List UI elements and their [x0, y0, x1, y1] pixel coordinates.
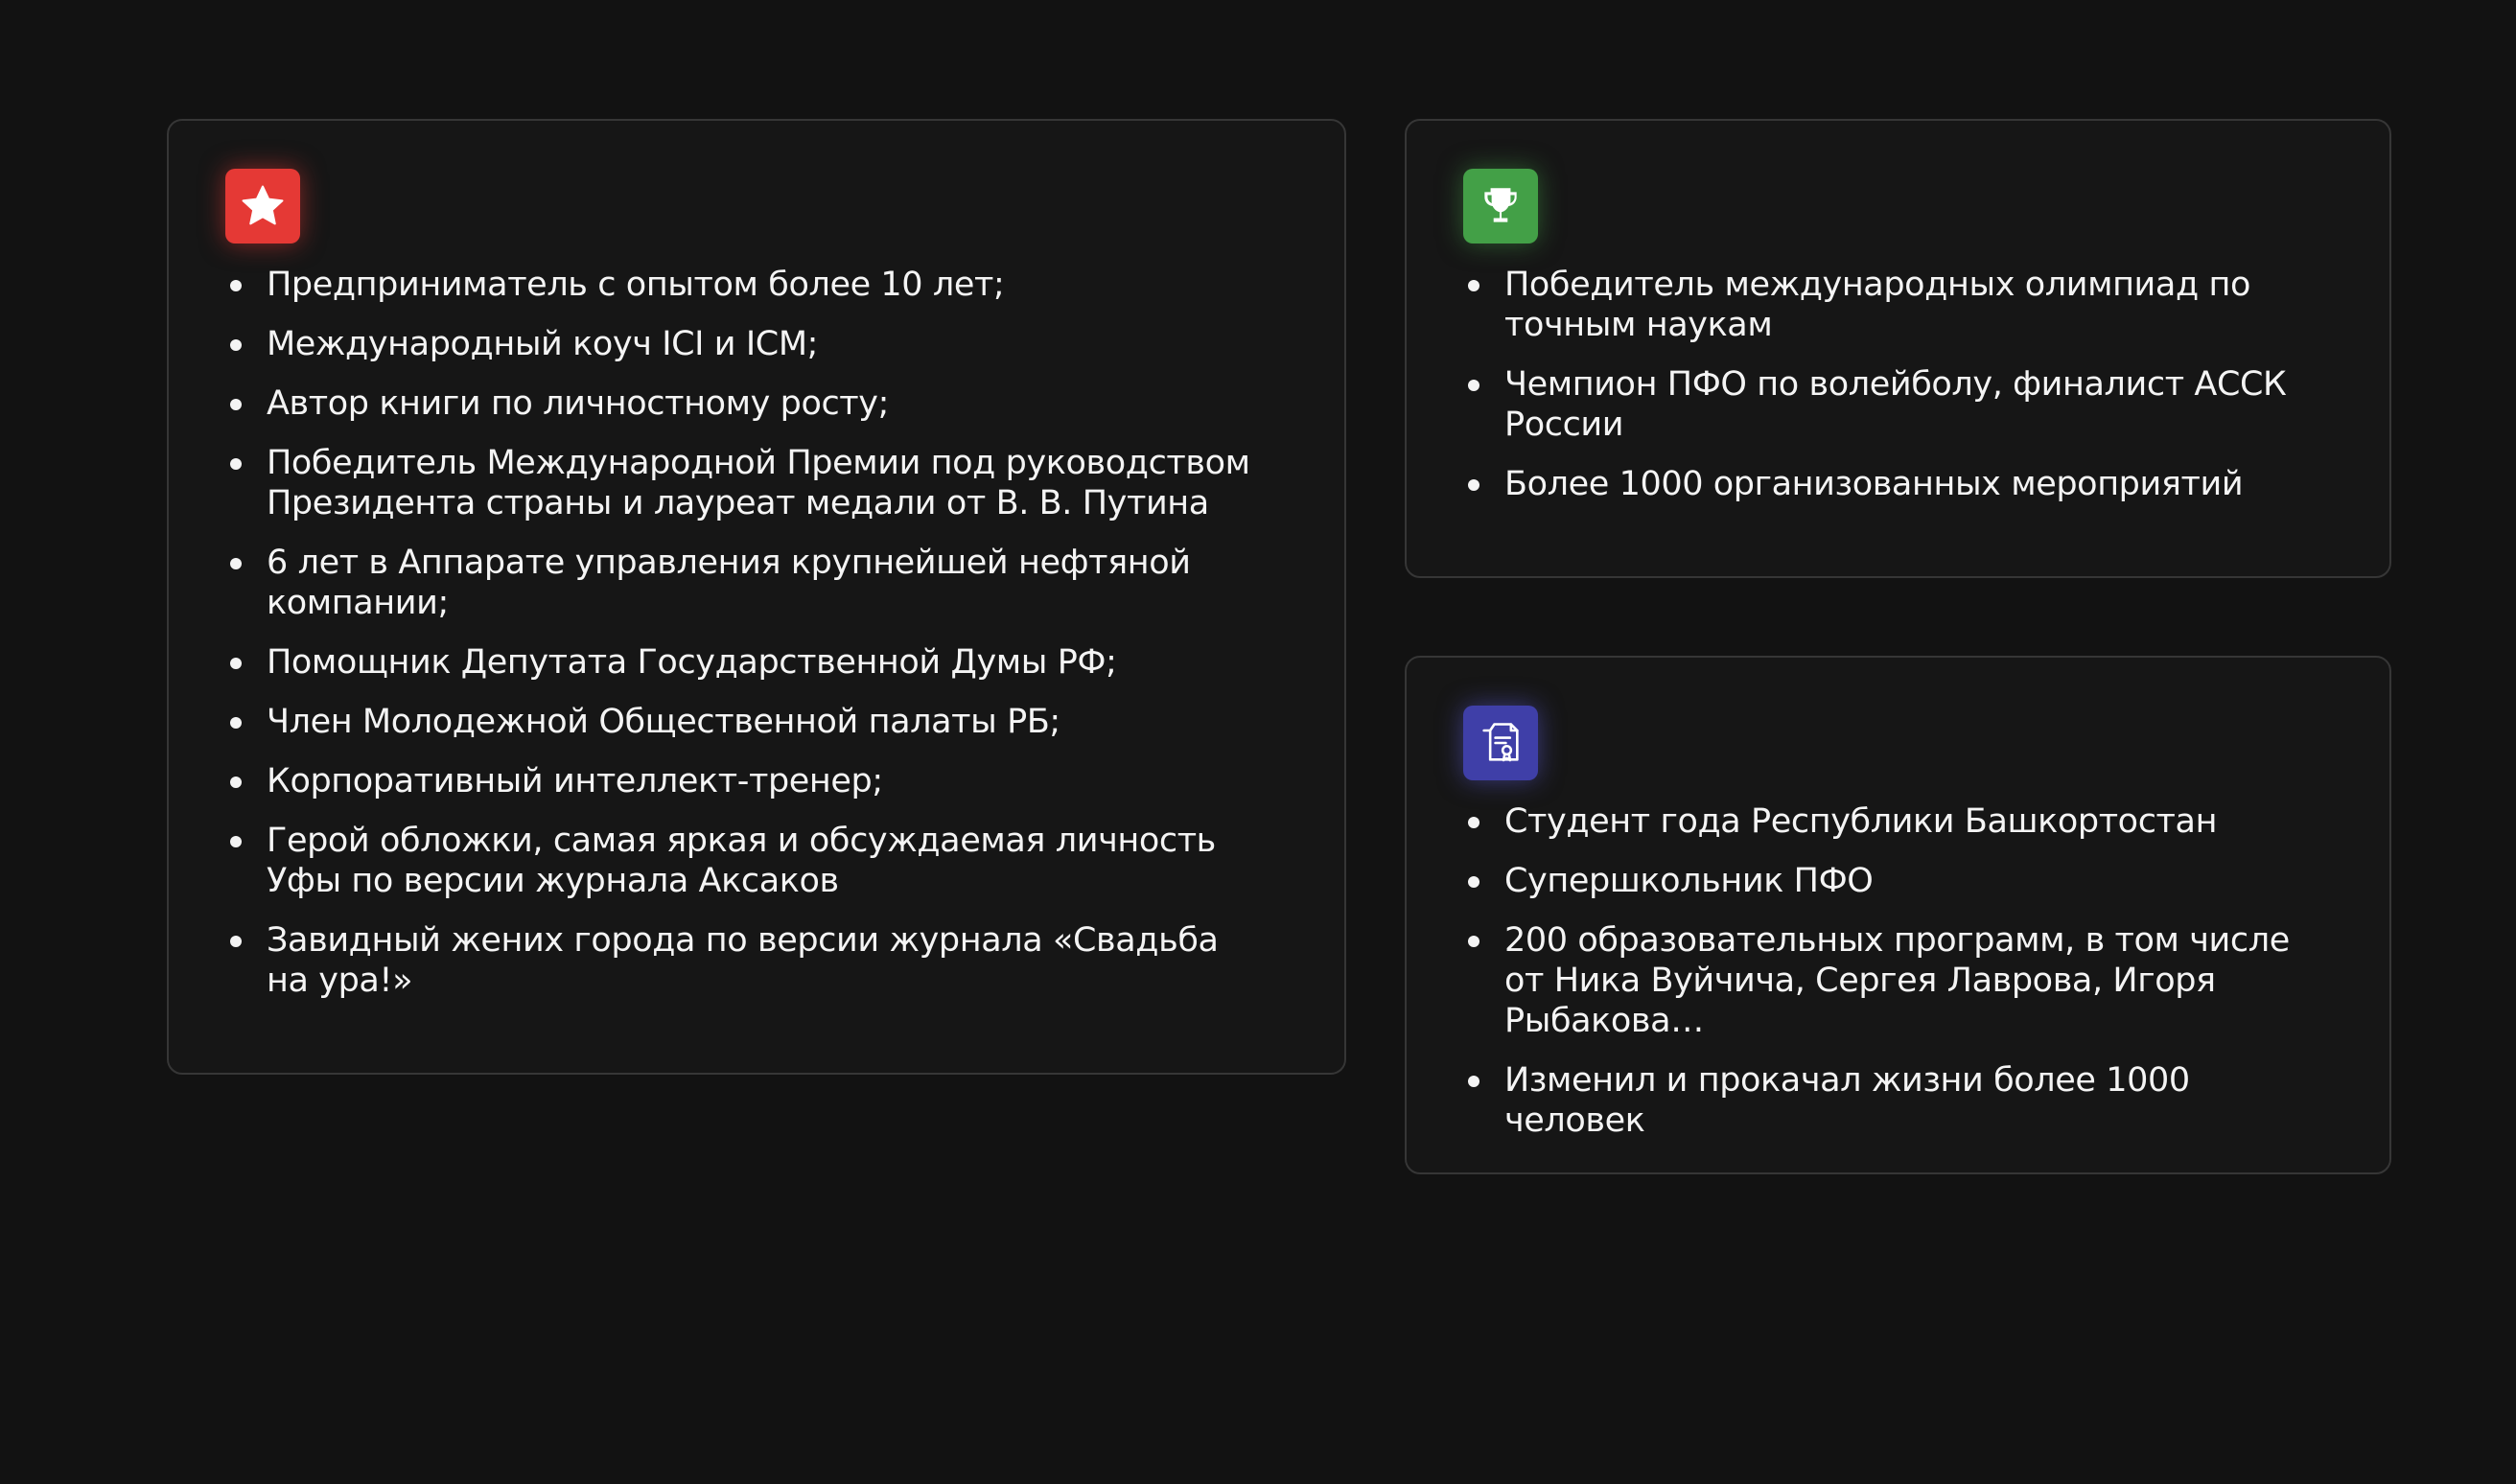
list-item: Супершкольник ПФО	[1464, 861, 2322, 901]
trophy-icon	[1477, 182, 1525, 230]
list-item: 200 образовательных программ, в том числе от Ника Вуйчича, Сергея Лаврова, Игоря Рыбакова…	[1464, 920, 2322, 1041]
list-item: Член Молодежной Общественной палаты РБ;	[226, 702, 1258, 742]
list-item: Победитель международных олимпиад по точным наукам	[1464, 265, 2313, 345]
achievements-card-education	[1405, 656, 2391, 1174]
list-item: Корпоративный интеллект-тренер;	[226, 761, 1258, 801]
list-item: Помощник Депутата Государственной Думы РФ;	[226, 642, 1258, 683]
list-item: Международный коуч ICI и ICM;	[226, 324, 1258, 364]
star-icon	[239, 182, 287, 230]
star-badge	[225, 169, 300, 243]
achievements-card-sports	[1405, 119, 2391, 578]
list-item: Автор книги по личностному росту;	[226, 383, 1258, 424]
list-item: Изменил и прокачал жизни более 1000 человек	[1464, 1060, 2322, 1141]
list-item: Предприниматель с опытом более 10 лет;	[226, 265, 1258, 305]
list-item: Чемпион ПФО по волейболу, финалист АССК России	[1464, 364, 2313, 445]
list-item: 6 лет в Аппарате управления крупнейшей нефтяной компании;	[226, 543, 1258, 623]
list-item: Победитель Международной Премии под руководством Президента страны и лауреат медали от В. В. Путина	[226, 443, 1258, 523]
achievements-list	[1464, 801, 2322, 1160]
achievements-card-personal	[167, 119, 1346, 1075]
list-item: Завидный жених города по версии журнала «Свадьба на ура!»	[226, 920, 1258, 1001]
certificate-icon	[1476, 718, 1526, 768]
list-item: Студент года Республики Башкортостан	[1464, 801, 2322, 842]
list-item: Герой обложки, самая яркая и обсуждаемая личность Уфы по версии журнала Аксаков	[226, 821, 1258, 901]
achievements-list	[226, 265, 1258, 1020]
certificate-badge	[1463, 706, 1538, 780]
list-item: Более 1000 организованных мероприятий	[1464, 464, 2313, 504]
trophy-badge	[1463, 169, 1538, 243]
achievements-list	[1464, 265, 2313, 523]
